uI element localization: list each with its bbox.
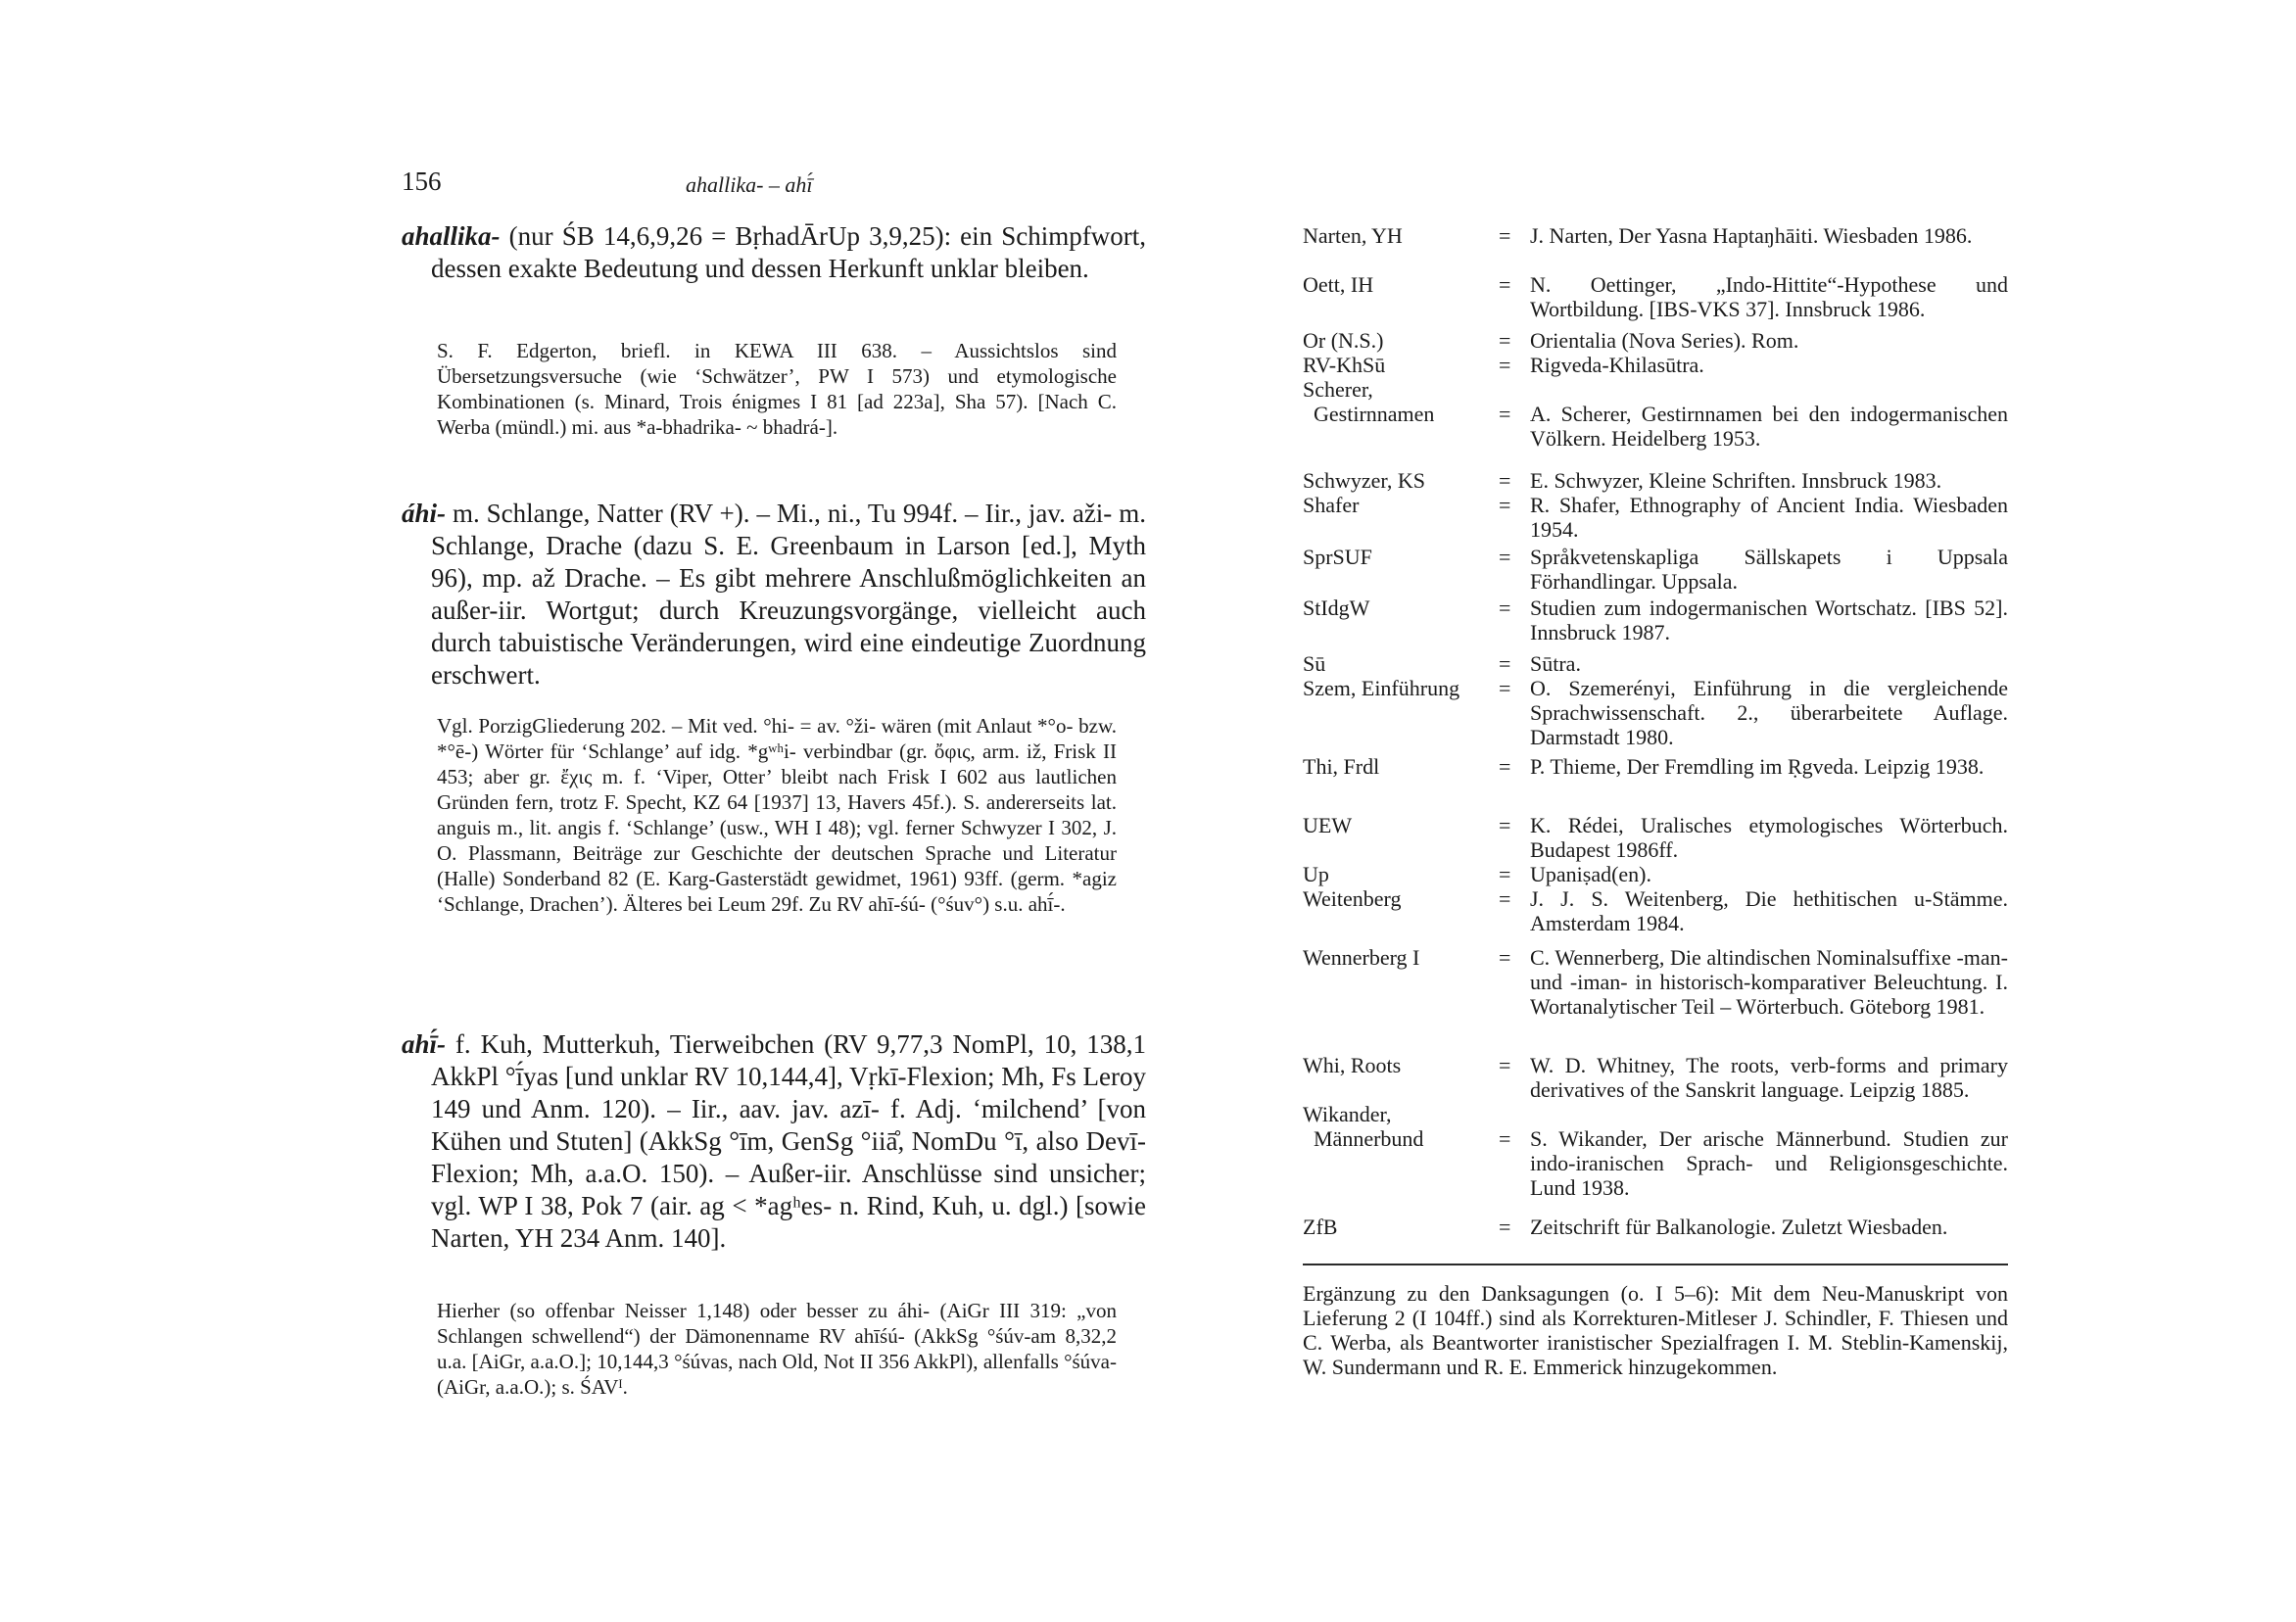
abbreviation-row [1303, 945, 2008, 1019]
abbreviation-value: Språkvetenskapliga Sällskapets i Uppsala Förhandlingar. Uppsala. [1530, 545, 2008, 594]
abbreviation-key: ZfB [1303, 1215, 1338, 1239]
equals-sign: = [1499, 651, 1511, 676]
equals-sign: = [1499, 596, 1511, 620]
separator-rule [1303, 1264, 2008, 1265]
abbreviation-key: Oett, IH [1303, 272, 1374, 297]
abbreviation-value: R. Shafer, Ethnography of Ancient India. Wiesbaden 1954. [1530, 493, 2008, 542]
abbreviation-value: J. Narten, Der Yasna Haptaŋhāiti. Wiesbaden 1986. [1530, 223, 1973, 248]
running-head: ahallika- – ahī́ [686, 172, 813, 197]
entry-text: m. Schlange, Natter (RV +). – Mi., ni., Tu 994f. – Iir., jav. aži- m. Schlange, Drache (dazu S. E. Greenbaum in Larson [ed.], Myth 96), mp. až Drache. – Es gibt mehrere Anschlußmöglichkeiten an außer-iir. Wortgut; durch Kreuzungsvorgänge, vielleicht auch durch tabuistische Veränderungen, wird eine eindeutige Zuordnung erschwert. [431, 499, 1146, 690]
abbreviation-key: Weitenberg [1303, 886, 1402, 911]
abbreviation-row [1303, 353, 2008, 377]
abbreviation-key: Wikander, Männerbund [1303, 1102, 1424, 1151]
equals-sign: = [1499, 1215, 1511, 1239]
abbreviation-row [1303, 468, 2008, 493]
abbreviation-row [1303, 813, 2008, 862]
abbreviation-key: Szem, Einführung [1303, 676, 1460, 700]
page-header [402, 167, 1117, 206]
abbreviation-value: J. J. S. Weitenberg, Die hethitischen u-Stämme. Amsterdam 1984. [1530, 886, 2008, 935]
abbreviation-row [1303, 328, 2008, 353]
abbreviation-key: SprSUF [1303, 545, 1372, 569]
entry-ahi-f [402, 1028, 1146, 1255]
abbreviation-value: N. Oettinger, „Indo-Hittite“-Hypothese und Wortbildung. [IBS-VKS 37]. Innsbruck 1986. [1530, 272, 2008, 321]
abbreviation-key: Scherer, Gestirnnamen [1303, 377, 1435, 426]
abbreviation-value: S. Wikander, Der arische Männerbund. Studien zur indo-iranischen Sprach- und Religionsgeschichte. Lund 1938. [1530, 1126, 2008, 1200]
equals-sign: = [1499, 945, 1511, 970]
equals-sign: = [1499, 272, 1511, 297]
abbreviation-row [1303, 1215, 2008, 1239]
abbreviation-row [1303, 272, 2008, 321]
abbreviation-value: C. Wennerberg, Die altindischen Nominalsuffixe -man- und -iman- in historisch-komparativer Beleuchtung. I. Wortanalytischer Teil – Wörterbuch. Göteborg 1981. [1530, 945, 2008, 1019]
abbreviation-key: StIdgW [1303, 596, 1370, 620]
equals-sign: = [1499, 862, 1511, 886]
entry-lemma: ahallika- [402, 221, 501, 251]
entry-lemma: áhi- [402, 499, 447, 528]
equals-sign: = [1499, 886, 1511, 911]
entry-text: f. Kuh, Mutterkuh, Tierweibchen (RV 9,77,3 NomPl, 10, 138,1 AkkPl °ī́yas [und unklar RV 10,144,4], Vṛkī-Flexion; Mh, Fs Leroy 149 und Anm. 120). – Iir., aav. jav. azī- f. Adj. ‘milchend’ [von Kühen und Stuten] (AkkSg °īm, GenSg °iiā̊, NomDu °ī, also Devī-Flexion; Mh, a.a.O. 150). – Außer-iir. Anschlüsse sind unsicher; vgl. WP I 38, Pok 7 (air. ag < *agʰes- n. Rind, Kuh, u. dgl.) [sowie Narten, YH 234 Anm. 140]. [431, 1029, 1146, 1253]
abbreviation-key: Wennerberg I [1303, 945, 1420, 970]
abbreviation-value: K. Rédei, Uralisches etymologisches Wörterbuch. Budapest 1986ff. [1530, 813, 2008, 862]
abbreviation-key: RV-KhSū [1303, 353, 1386, 377]
page-number: 156 [402, 167, 442, 196]
entry-text: (nur ŚB 14,6,9,26 = BṛhadĀrUp 3,9,25): ein Schimpfwort, dessen exakte Bedeutung und dessen Herkunft unklar bleiben. [431, 221, 1147, 283]
entry-note-ahi-m: Vgl. PorzigGliederung 202. – Mit ved. °hi- = av. °ži- wären (mit Anlaut *°o- bzw. *°ē-) Wörter für ‘Schlange’ auf idg. *gʷʰi- verbindbar (gr. ὄφις, arm. iž, Frisk II 453; aber gr. ἔχις m. f. ‘Viper, Otter’ bleibt nach Frisk I 602 aus lautlichen Gründen fern, trotz F. Specht, KZ 64 [1937] 13, Havers 45f.). S. andererseits lat. anguis m., lit. angis f. ‘Schlange’ (usw., WH I 48); vgl. ferner Schwyzer I 302, J. O. Plassmann, Beiträge zur Geschichte der deutschen Sprache und Literatur (Halle) Sonderband 82 (E. Karg-Gasterstädt gewidmet, 1961) 93ff. (germ. *agiz ‘Schlange, Drachen’). Älteres bei Leum 29f. Zu RV ahī-śú- (°śuv°) s.u. ahī́-. [437, 714, 1117, 916]
equals-sign: = [1499, 328, 1511, 353]
equals-sign: = [1499, 754, 1511, 779]
abbreviation-value: Upaniṣad(en). [1530, 862, 1652, 886]
entry-ahallika [402, 220, 1146, 285]
equals-sign: = [1499, 1053, 1511, 1077]
abbreviation-row [1303, 676, 2008, 749]
abbreviation-value: Zeitschrift für Balkanologie. Zuletzt Wiesbaden. [1530, 1215, 1948, 1239]
abbreviation-row [1303, 1102, 2008, 1200]
abbreviation-row [1303, 545, 2008, 594]
abbreviation-key: Schwyzer, KS [1303, 468, 1425, 493]
equals-sign: = [1499, 402, 1511, 426]
abbreviation-key: Narten, YH [1303, 223, 1403, 248]
abbreviation-row [1303, 377, 2008, 451]
equals-sign: = [1499, 545, 1511, 569]
abbreviation-key: UEW [1303, 813, 1353, 837]
entry-note-ahi-f: Hierher (so offenbar Neisser 1,148) oder besser zu áhi- (AiGr III 319: „von Schlangen schwellend“) der Dämonenname RV ahīśú- (AkkSg °śúv-am 8,32,2 u.a. [AiGr, a.a.O.]; 10,144,3 °śúvas, nach Old, Not II 356 AkkPl), allenfalls °śúva- (AiGr, a.a.O.); s. ŚAVᴵ. [437, 1299, 1117, 1399]
abbreviation-row [1303, 223, 2008, 248]
abbreviation-key: Whi, Roots [1303, 1053, 1402, 1077]
abbreviation-row [1303, 754, 2008, 779]
abbreviation-value: Orientalia (Nova Series). Rom. [1530, 328, 1799, 353]
abbreviation-key: Shafer [1303, 493, 1360, 517]
abbreviation-key: Or (N.S.) [1303, 328, 1384, 353]
abbreviation-value: Sūtra. [1530, 651, 1581, 676]
supplement-note: Ergänzung zu den Danksagungen (o. I 5–6): Mit dem Neu-Manuskript von Lieferung 2 (I 104ff.) sind als Korrekturen-Mitleser J. Schindler, F. Thiesen und C. Werba, als Beantworter iranistischer Spezialfragen I. M. Steblin-Kamenskij, W. Sundermann und R. E. Emmerick hinzugekommen. [1303, 1281, 2008, 1379]
equals-sign: = [1499, 1126, 1511, 1151]
abbreviation-value: P. Thieme, Der Fremdling im Ṛgveda. Leipzig 1938. [1530, 754, 1985, 779]
abbreviation-row [1303, 493, 2008, 542]
equals-sign: = [1499, 468, 1511, 493]
entry-ahi-m [402, 498, 1146, 692]
equals-sign: = [1499, 813, 1511, 837]
abbreviation-value: Studien zum indogermanischen Wortschatz. [IBS 52]. Innsbruck 1987. [1530, 596, 2008, 644]
equals-sign: = [1499, 676, 1511, 700]
abbreviation-row [1303, 862, 2008, 886]
entry-note-ahallika: S. F. Edgerton, briefl. in KEWA III 638. – Aussichtslos sind Übersetzungsversuche (wie ‘Schwätzer’, PW I 573) und etymologische Kombinationen (s. Minard, Trois énigmes I 81 [ad 223a], Sha 57). [Nach C. Werba (mündl.) mi. aus *a-bhadrika- ~ bhadrá-]. [437, 339, 1117, 439]
entry-lemma: ahī́- [402, 1029, 447, 1059]
abbreviation-value: E. Schwyzer, Kleine Schriften. Innsbruck 1983. [1530, 468, 1942, 493]
abbreviation-row [1303, 1053, 2008, 1102]
abbreviation-row [1303, 886, 2008, 935]
abbreviation-value: A. Scherer, Gestirnnamen bei den indogermanischen Völkern. Heidelberg 1953. [1530, 402, 2008, 451]
equals-sign: = [1499, 493, 1511, 517]
abbreviation-value: Rigveda-Khilasūtra. [1530, 353, 1704, 377]
abbreviation-value: W. D. Whitney, The roots, verb-forms and primary derivatives of the Sanskrit language. Leipzig 1885. [1530, 1053, 2008, 1102]
abbreviation-row [1303, 651, 2008, 676]
abbreviation-key: Up [1303, 862, 1329, 886]
abbreviation-value: O. Szemerényi, Einführung in die vergleichende Sprachwissenschaft. 2., überarbeitete Auflage. Darmstadt 1980. [1530, 676, 2008, 749]
abbreviation-key: Sū [1303, 651, 1326, 676]
equals-sign: = [1499, 353, 1511, 377]
equals-sign: = [1499, 223, 1511, 248]
abbreviation-key: Thi, Frdl [1303, 754, 1380, 779]
